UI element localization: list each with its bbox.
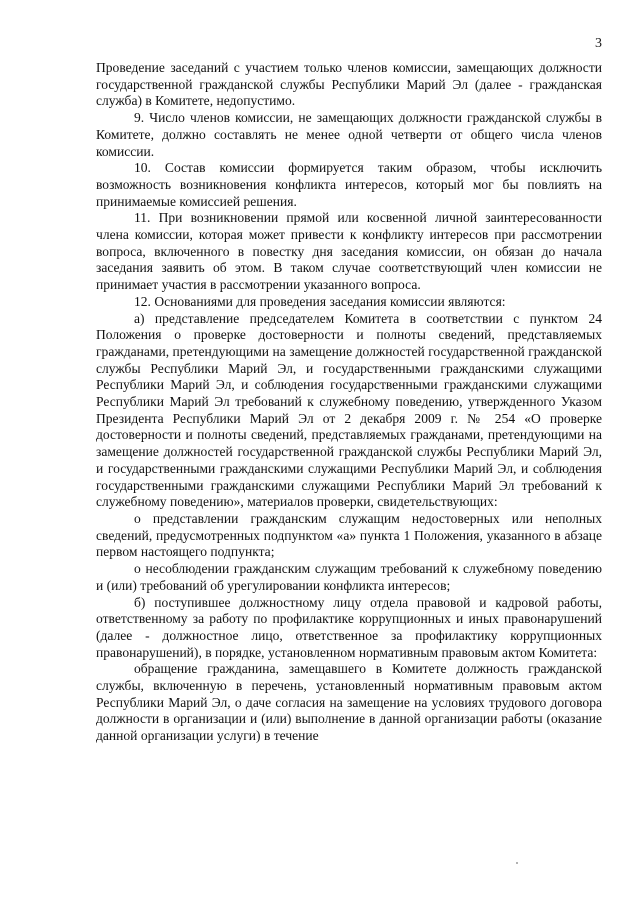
paragraph-item-11: 11. При возникновении прямой или косвенной личной заинтересованности члена комиссии, которая может привести к конфликту интересов при рассмотрении вопроса, включенного в повестку дня заседания комиссии, он обязан до начала заседания заявить об этом. В таком случае соответствующий член комиссии не принимает участия в рассмотрении указанного вопроса. (96, 210, 602, 293)
subparagraph-a: а) представление председателем Комитета в соответствии с пунктом 24 Положения о проверке достоверности и полноты сведений, представляемых гражданами, претендующими на замещение должностей государственной гражданской службы Республики Марий Эл, и государственными гражданскими служащими Республики Марий Эл, и соблюдения государственными гражданскими служащими Республики Марий Эл требований к служебному поведению, утвержденного Указом Президента Республики Марий Эл от 2 декабря 2009 г. № 254 «О проверке достоверности и полноты сведений, представляемых гражданами, претендующими на замещение должностей государственной гражданской службы Республики Марий Эл, и государственными гражданскими служащими Республики Марий Эл, и соблюдения государственными гражданскими служащими Республики Марий Эл требований к служебному поведению», материалов проверки, свидетельствующих: (96, 310, 602, 510)
paragraph-continuation: Проведение заседаний с участием только членов комиссии, замещающих должности государственной гражданской службы Республики Марий Эл (далее - гражданская служба) в Комитете, недопустимо. (96, 60, 602, 109)
document-body (96, 60, 602, 745)
subparagraph-a-bullet-2: о несоблюдении гражданским служащим требований к служебному поведению и (или) требований об урегулировании конфликта интересов; (96, 561, 602, 593)
subparagraph-b: б) поступившее должностному лицу отдела правовой и кадровой работы, ответственному за работу по профилактике коррупционных и иных правонарушений (далее - должностное лицо, ответственное за профилактику коррупционных правонарушений), в порядке, установленном нормативным правовым актом Комитета: (96, 594, 602, 660)
paragraph-item-9: 9. Число членов комиссии, не замещающих должности гражданской службы в Комитете, должно составлять не менее одной четверти от общего числа членов комиссии. (96, 110, 602, 159)
subparagraph-a-bullet-1: о представлении гражданским служащим недостоверных или неполных сведений, предусмотренных подпунктом «а» пункта 1 Положения, указанного в абзаце первом настоящего подпункта; (96, 510, 602, 560)
paragraph-item-12: 12. Основаниями для проведения заседания комиссии являются: (134, 293, 506, 309)
page-number: 3 (595, 36, 602, 51)
paragraph-item-10: 10. Состав комиссии формируется таким образом, чтобы исключить возможность возникновения конфликта интересов, который мог бы повлиять на принимаемые комиссией решения. (96, 160, 602, 209)
subparagraph-b-item-1: обращение гражданина, замещавшего в Комитете должность гражданской службы, включенную в перечень, установленный нормативным правовым актом Республики Марий Эл, о даче согласия на замещение на условиях трудового договора должности в организации и (или) выполнение в данной организации работы (оказание данной организации услуги) в течение (96, 661, 602, 744)
scan-speck (516, 862, 518, 864)
